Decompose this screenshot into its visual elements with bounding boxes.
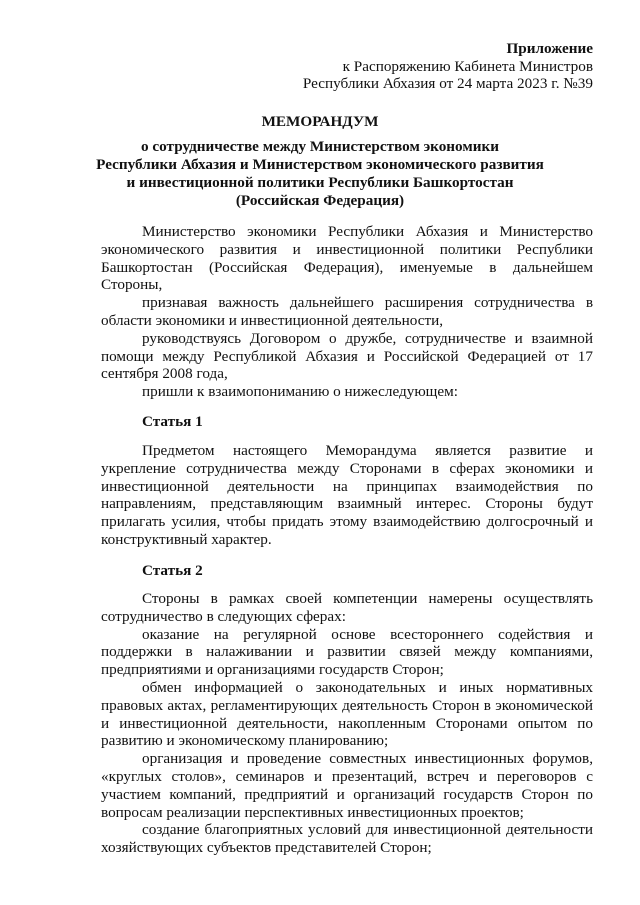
annex-header: [303, 40, 593, 93]
preamble-paragraph: пришли к взаимопониманию о нижеследующем:: [142, 383, 458, 401]
article-1-paragraph: Предметом настоящего Меморандума является развитие и укрепление сотрудничества между Сторонами в сферах экономики и инвестиционной деятельности на принципах взаимодействия по направлениям, представляющим взаимный интерес. Стороны будут прилагать усилия, чтобы придать этому взаимодействию долгосрочный и конструктивный характер.: [101, 442, 593, 548]
subtitle-line-3: и инвестиционной политики Республики Башкортостан: [126, 174, 514, 191]
subtitle-line-4: (Российская Федерация): [235, 192, 405, 209]
subtitle-line-2: Республики Абхазия и Министерством экономического развития: [96, 156, 544, 173]
preamble-paragraph: руководствуясь Договором о дружбе, сотрудничестве и взаимной помощи между Республикой Абхазия и Российской Федерацией от 17 сентября 2008 года,: [101, 329, 593, 383]
annex-title: Приложение: [506, 40, 593, 57]
article-2-paragraph: создание благоприятных условий для инвестиционной деятельности хозяйствующих субъектов представителей Сторон;: [101, 821, 593, 857]
annex-line-1: к Распоряжению Кабинета Министров: [342, 57, 593, 75]
article-2-paragraph: организация и проведение совместных инвестиционных форумов, «круглых столов», семинаров и презентаций, встреч и переговоров с участием компаний, предприятий и организаций государств Сторон по вопросам реализации перспективных инвестиционных проектов;: [101, 750, 593, 821]
article-2-paragraph: обмен информацией о законодательных и иных нормативных правовых актах, регламентирующих деятельность Сторон в экономической и инвестиционной деятельности, накопленным Сторонами опытом по развитию и экономическому планированию;: [101, 678, 593, 750]
preamble-paragraph: Министерство экономики Республики Абхазия и Министерство экономического развития и инвестиционной политики Республики Башкортостан (Российская Федерация), именуемые в дальнейшем Стороны,: [101, 223, 593, 294]
preamble: [101, 223, 593, 401]
annex-line-2: Республики Абхазия от 24 марта 2023 г. №39: [302, 75, 593, 92]
article-2-paragraph: оказание на регулярной основе всестороннего содействия и поддержки в налаживании и развитии связей между компаниями, предприятиями и организациями государств Сторон;: [101, 625, 593, 679]
article-1-heading: Статья 1: [142, 413, 203, 430]
document-subtitle: [0, 138, 640, 210]
document-title: МЕМОРАНДУМ: [261, 113, 379, 130]
preamble-paragraph: признавая важность дальнейшего расширения сотрудничества в области экономики и инвестиционной деятельности,: [101, 294, 593, 329]
article-2-paragraph: Стороны в рамках своей компетенции намерены осуществлять сотрудничество в следующих сферах:: [101, 590, 593, 625]
article-2-heading: Статья 2: [142, 562, 203, 579]
subtitle-line-1: о сотрудничестве между Министерством экономики: [141, 138, 499, 155]
article-1-body: [101, 442, 593, 549]
article-2-body: [101, 590, 593, 857]
